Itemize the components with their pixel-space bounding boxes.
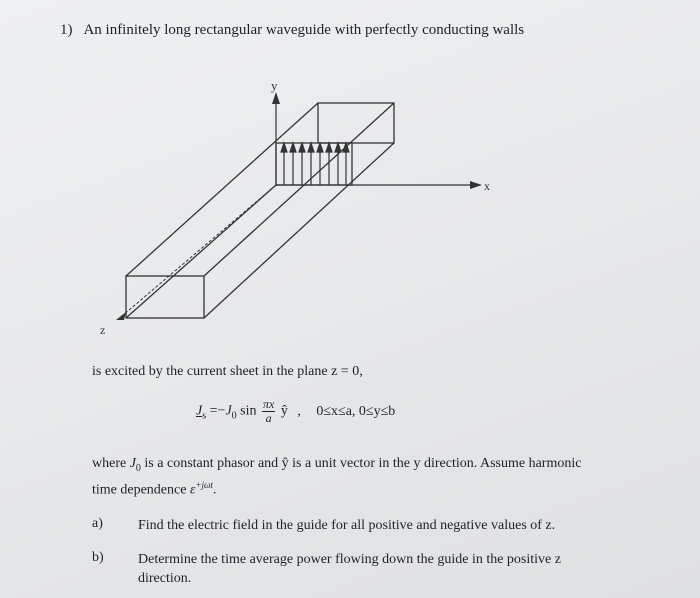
x-axis-arrowhead bbox=[470, 181, 482, 189]
where-J0-sub: 0 bbox=[135, 462, 141, 474]
eq-func: sin bbox=[240, 403, 257, 419]
current-sheet-equation bbox=[196, 398, 395, 425]
waveguide-front-face bbox=[126, 276, 204, 318]
problem-heading bbox=[60, 22, 524, 39]
part-b-text: Determine the time average power flowing down the guide in the positive z direction. bbox=[138, 552, 561, 586]
problem-intro: An infinitely long rectangular waveguide with perfectly conducting walls bbox=[83, 22, 525, 38]
eq-unit-vector: ŷ bbox=[280, 403, 288, 419]
eq-equals: = bbox=[209, 403, 218, 419]
waveguide-edge bbox=[204, 103, 394, 276]
eq-coef-sub: 0 bbox=[231, 410, 237, 422]
part-b-label: b) bbox=[92, 550, 104, 565]
where-rest: is a constant phasor and ŷ is a unit vector in the y direction. Assume harmonic bbox=[144, 456, 582, 471]
z-axis-label: z bbox=[100, 323, 106, 337]
time-base: ε bbox=[189, 482, 196, 498]
part-a-text: Find the electric field in the guide for all positive and negative values of z. bbox=[138, 518, 556, 533]
where-word: where bbox=[92, 456, 127, 471]
excitation-text: is excited by the current sheet in the plane z = 0, bbox=[92, 364, 363, 379]
eq-frac-den: a bbox=[265, 411, 272, 425]
time-dependence-line bbox=[92, 480, 216, 499]
eq-separator: , bbox=[297, 403, 301, 419]
eq-lhs-sub: s bbox=[202, 410, 207, 422]
y-axis-arrowhead bbox=[272, 92, 280, 104]
waveguide-figure bbox=[0, 70, 560, 350]
waveguide-edge bbox=[126, 103, 318, 276]
y-axis-label: y bbox=[271, 78, 278, 93]
eq-frac-num: πx bbox=[263, 397, 275, 411]
time-period: . bbox=[212, 482, 217, 498]
part-a-label: a) bbox=[92, 516, 103, 531]
eq-minus: − bbox=[217, 403, 226, 419]
current-sheet-arrows bbox=[281, 143, 349, 185]
waveguide-edge bbox=[126, 185, 276, 318]
eq-fraction bbox=[262, 398, 275, 425]
time-text: time dependence bbox=[92, 482, 187, 498]
problem-number: 1) bbox=[60, 22, 73, 38]
eq-condition: 0≤x≤a, 0≤y≤b bbox=[316, 403, 396, 419]
eq-coef-var: J bbox=[225, 403, 232, 419]
where-J0-var: J bbox=[129, 456, 136, 471]
z-axis-arrowhead bbox=[116, 312, 126, 320]
time-exponent: +jωt bbox=[195, 480, 213, 490]
where-line bbox=[92, 456, 581, 474]
eq-lhs-var: J bbox=[196, 403, 203, 419]
x-axis-label: x bbox=[484, 179, 490, 193]
waveguide-edge bbox=[204, 143, 394, 318]
